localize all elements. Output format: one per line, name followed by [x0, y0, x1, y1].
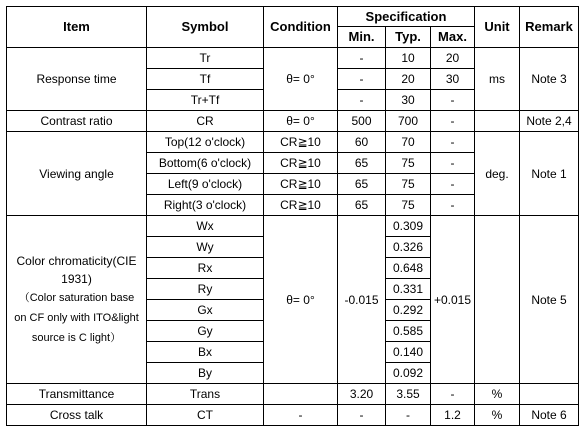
color-chromaticity-symbol: Gx — [147, 300, 264, 321]
table-row — [7, 384, 579, 405]
color-chromaticity-min: -0.015 — [338, 216, 386, 384]
color-chromaticity-symbol: Gy — [147, 321, 264, 342]
viewing-angle-max: - — [431, 174, 475, 195]
transmittance-remark — [520, 384, 579, 405]
viewing-angle-symbol: Bottom(6 o'clock) — [147, 153, 264, 174]
color-chromaticity-note-line2: on CF only with ITO&light — [14, 311, 139, 324]
viewing-angle-typ: 75 — [386, 174, 431, 195]
response-time-symbol: Tf — [147, 69, 264, 90]
cross-talk-typ: - — [386, 405, 431, 426]
viewing-angle-max: - — [431, 132, 475, 153]
viewing-angle-max: - — [431, 195, 475, 216]
table-row — [7, 132, 579, 153]
response-time-min: - — [338, 69, 386, 90]
color-chromaticity-unit — [475, 216, 520, 384]
viewing-angle-typ: 75 — [386, 195, 431, 216]
contrast-ratio-symbol: CR — [147, 111, 264, 132]
viewing-angle-min: 65 — [338, 195, 386, 216]
header-item: Item — [7, 7, 147, 48]
header-max: Max. — [431, 27, 475, 48]
header-condition: Condition — [264, 7, 338, 48]
viewing-angle-typ: 75 — [386, 153, 431, 174]
cross-talk-condition: - — [264, 405, 338, 426]
color-chromaticity-title-line2: 1931) — [61, 271, 92, 286]
contrast-ratio-max: - — [431, 111, 475, 132]
viewing-angle-min: 65 — [338, 174, 386, 195]
response-time-typ: 30 — [386, 90, 431, 111]
viewing-angle-typ: 70 — [386, 132, 431, 153]
viewing-angle-item: Viewing angle — [7, 132, 147, 216]
transmittance-condition — [264, 384, 338, 405]
viewing-angle-condition: CR≧10 — [264, 195, 338, 216]
header-remark: Remark — [520, 7, 579, 48]
table-row — [7, 111, 579, 132]
response-time-max: 20 — [431, 48, 475, 69]
response-time-typ: 10 — [386, 48, 431, 69]
cross-talk-remark: Note 6 — [520, 405, 579, 426]
transmittance-max: - — [431, 384, 475, 405]
viewing-angle-unit: deg. — [475, 132, 520, 216]
response-time-symbol: Tr — [147, 48, 264, 69]
viewing-angle-min: 65 — [338, 153, 386, 174]
cross-talk-unit: % — [475, 405, 520, 426]
color-chromaticity-condition: θ= 0° — [264, 216, 338, 384]
viewing-angle-max: - — [431, 153, 475, 174]
transmittance-min: 3.20 — [338, 384, 386, 405]
color-chromaticity-symbol: Ry — [147, 279, 264, 300]
table-row — [7, 48, 579, 69]
specification-table — [6, 6, 579, 426]
contrast-ratio-condition: θ= 0° — [264, 111, 338, 132]
cross-talk-max: 1.2 — [431, 405, 475, 426]
response-time-typ: 20 — [386, 69, 431, 90]
color-chromaticity-item — [7, 216, 147, 384]
response-time-symbol: Tr+Tf — [147, 90, 264, 111]
contrast-ratio-unit — [475, 111, 520, 132]
response-time-max: 30 — [431, 69, 475, 90]
viewing-angle-symbol: Top(12 o'clock) — [147, 132, 264, 153]
table-row — [7, 405, 579, 426]
color-chromaticity-typ: 0.292 — [386, 300, 431, 321]
contrast-ratio-min: 500 — [338, 111, 386, 132]
transmittance-typ: 3.55 — [386, 384, 431, 405]
viewing-angle-condition: CR≧10 — [264, 174, 338, 195]
response-time-min: - — [338, 48, 386, 69]
color-chromaticity-symbol: Wy — [147, 237, 264, 258]
viewing-angle-symbol: Right(3 o'clock) — [147, 195, 264, 216]
contrast-ratio-remark: Note 2,4 — [520, 111, 579, 132]
header-typ: Typ. — [386, 27, 431, 48]
color-chromaticity-typ: 0.326 — [386, 237, 431, 258]
viewing-angle-condition: CR≧10 — [264, 132, 338, 153]
color-chromaticity-typ: 0.140 — [386, 342, 431, 363]
table-row — [7, 216, 579, 237]
color-chromaticity-typ: 0.092 — [386, 363, 431, 384]
color-chromaticity-symbol: Rx — [147, 258, 264, 279]
color-chromaticity-typ: 0.648 — [386, 258, 431, 279]
transmittance-symbol: Trans — [147, 384, 264, 405]
response-time-item: Response time — [7, 48, 147, 111]
viewing-angle-condition: CR≧10 — [264, 153, 338, 174]
response-time-condition: θ= 0° — [264, 48, 338, 111]
header-unit: Unit — [475, 7, 520, 48]
cross-talk-item: Cross talk — [7, 405, 147, 426]
color-chromaticity-symbol: By — [147, 363, 264, 384]
color-chromaticity-note-line1: （Color saturation base — [18, 291, 135, 304]
color-chromaticity-typ: 0.309 — [386, 216, 431, 237]
header-symbol: Symbol — [147, 7, 264, 48]
response-time-remark: Note 3 — [520, 48, 579, 111]
response-time-unit: ms — [475, 48, 520, 111]
transmittance-item: Transmittance — [7, 384, 147, 405]
color-chromaticity-title-line1: Color chromaticity(CIE — [16, 253, 137, 268]
color-chromaticity-max: +0.015 — [431, 216, 475, 384]
response-time-max: - — [431, 90, 475, 111]
contrast-ratio-item: Contrast ratio — [7, 111, 147, 132]
viewing-angle-remark: Note 1 — [520, 132, 579, 216]
header-specification: Specification — [338, 7, 475, 27]
response-time-min: - — [338, 90, 386, 111]
transmittance-unit: % — [475, 384, 520, 405]
color-chromaticity-note-line3: source is C light） — [31, 331, 122, 344]
contrast-ratio-typ: 700 — [386, 111, 431, 132]
color-chromaticity-typ: 0.585 — [386, 321, 431, 342]
color-chromaticity-symbol: Bx — [147, 342, 264, 363]
viewing-angle-symbol: Left(9 o'clock) — [147, 174, 264, 195]
cross-talk-min: - — [338, 405, 386, 426]
viewing-angle-min: 60 — [338, 132, 386, 153]
cross-talk-symbol: CT — [147, 405, 264, 426]
header-min: Min. — [338, 27, 386, 48]
color-chromaticity-remark: Note 5 — [520, 216, 579, 384]
color-chromaticity-symbol: Wx — [147, 216, 264, 237]
color-chromaticity-typ: 0.331 — [386, 279, 431, 300]
